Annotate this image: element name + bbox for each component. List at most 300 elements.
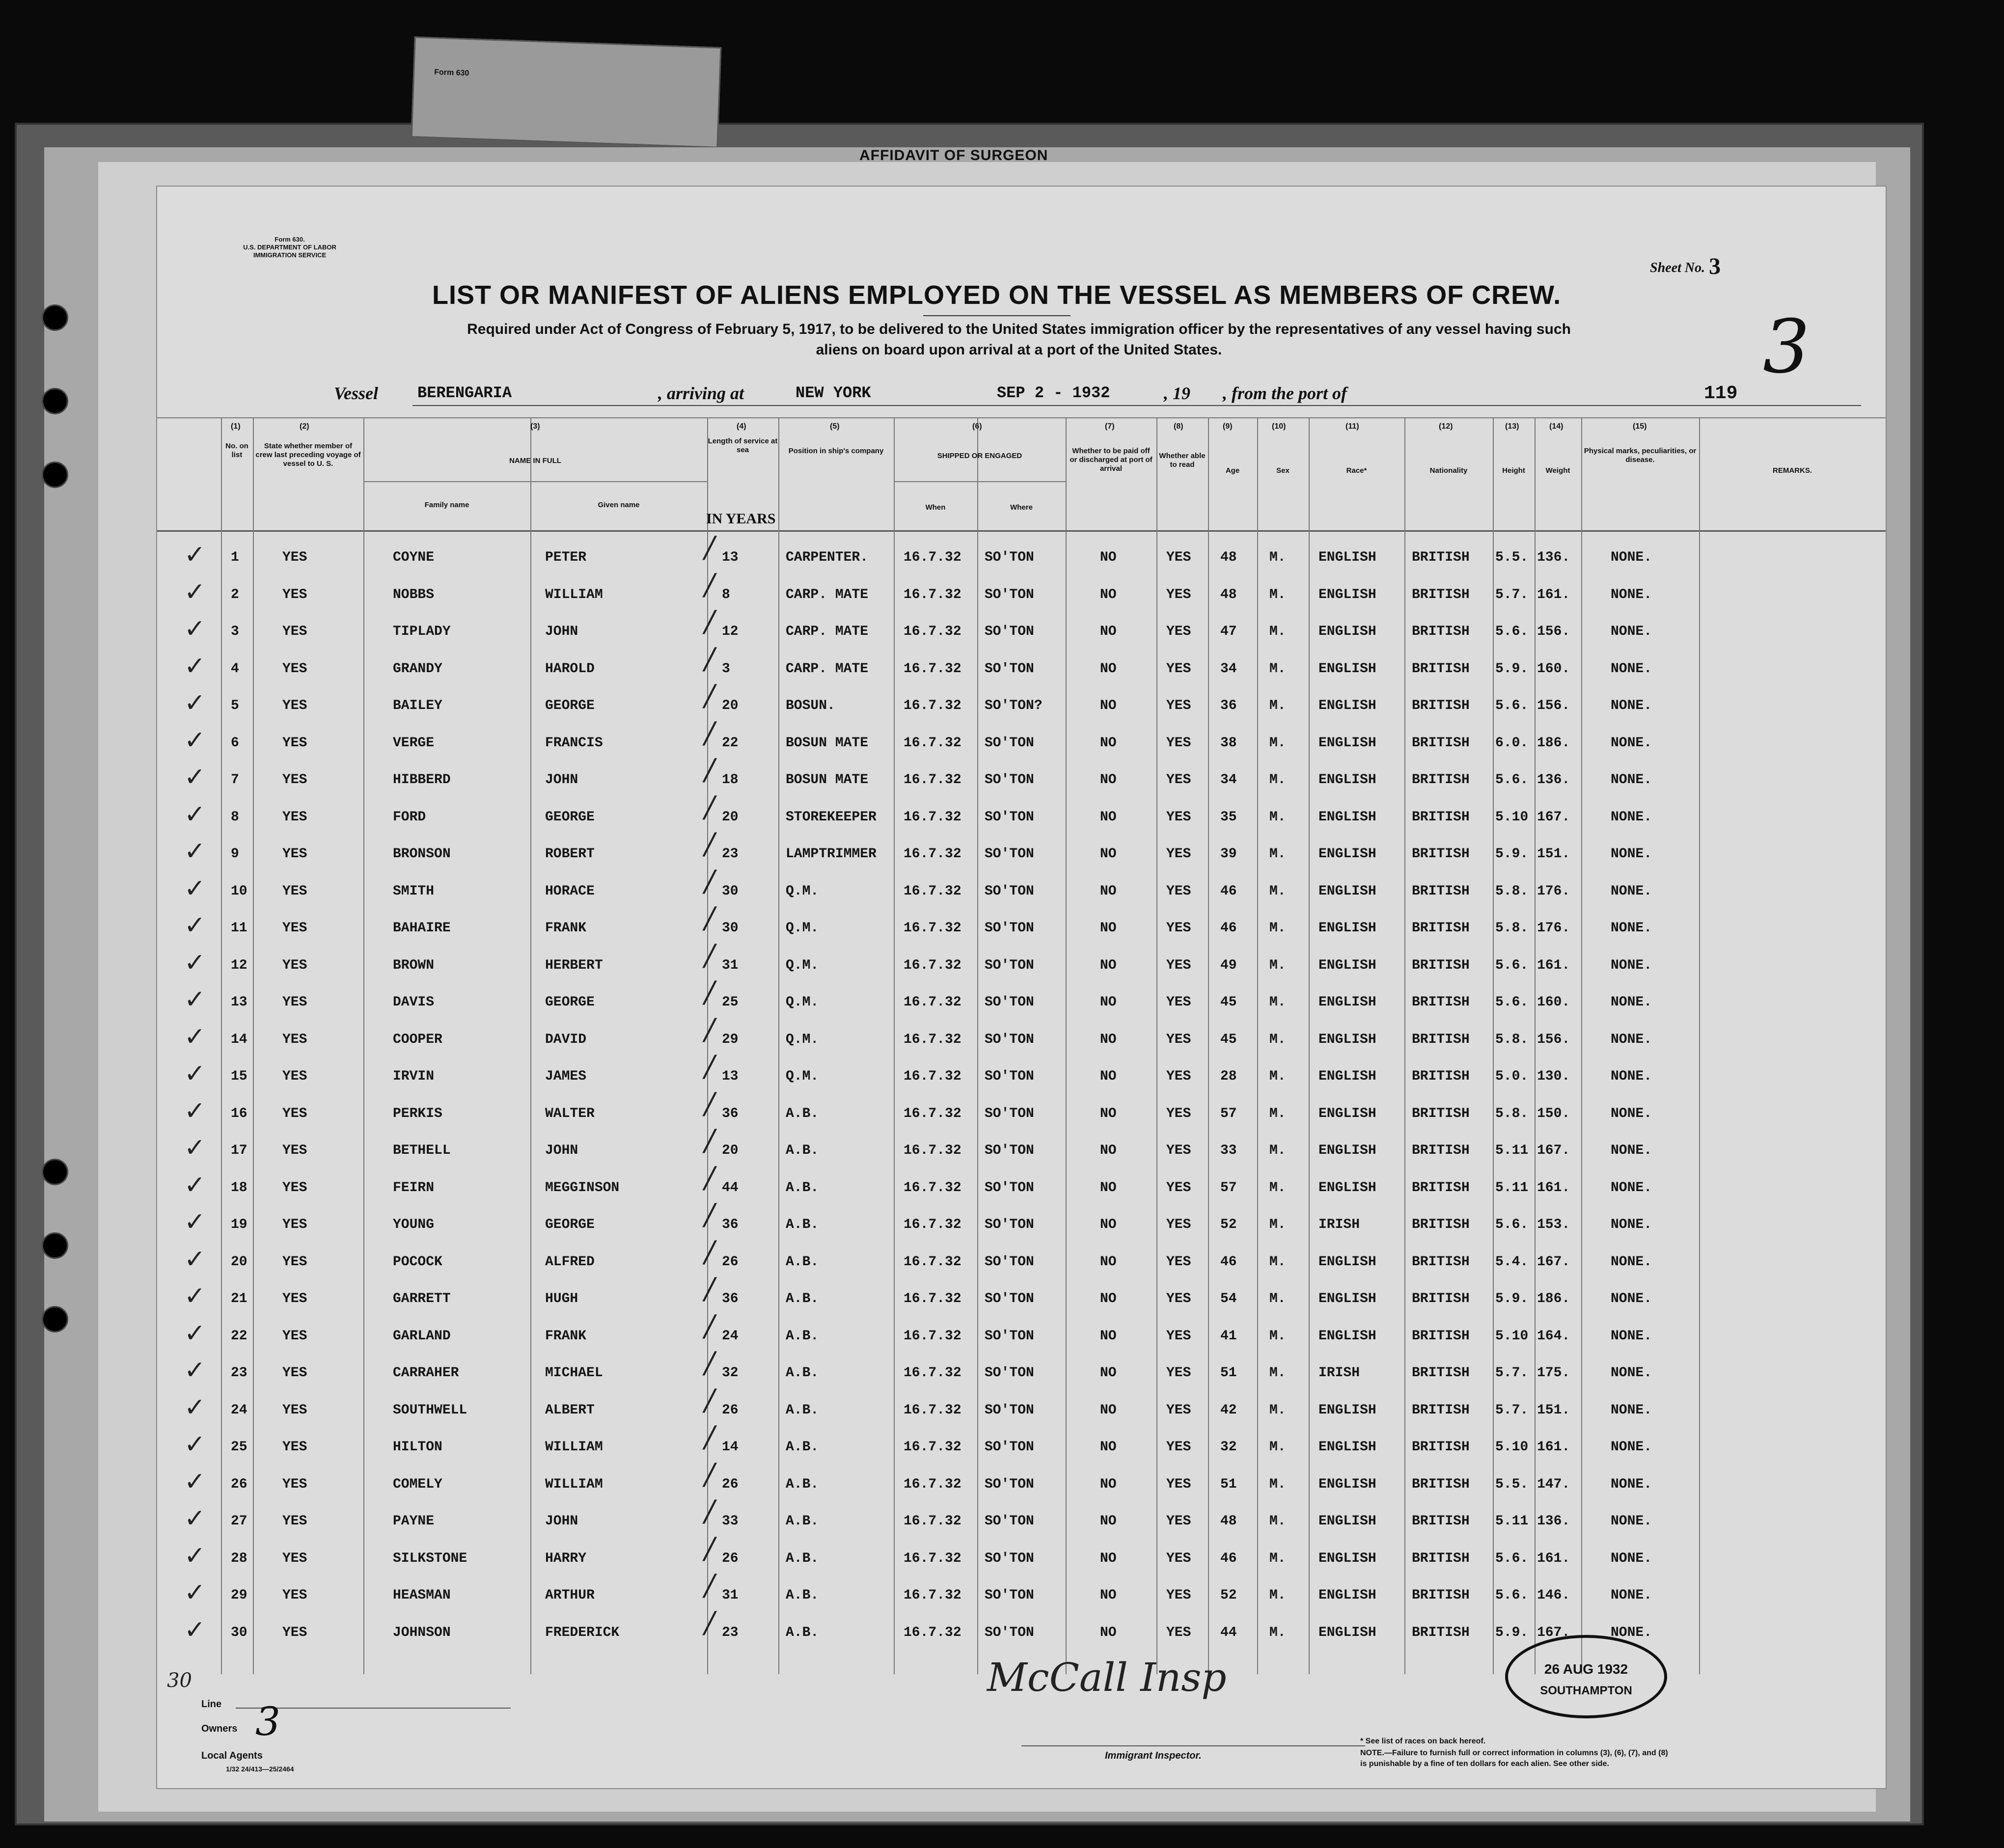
check-mark-icon: ✓ <box>184 651 206 681</box>
cell-position: Q.M. <box>786 883 819 899</box>
cell-last-voyage: YES <box>282 1476 307 1492</box>
cell-position: BOSUN. <box>786 698 835 713</box>
header-bottom-rule <box>157 530 1886 532</box>
punch-hole <box>42 1159 68 1185</box>
owners-value: 3 <box>255 1699 280 1744</box>
cell-paid-off: NO <box>1100 772 1117 788</box>
cell-age: 34 <box>1220 661 1237 677</box>
col-num: (8) <box>1174 422 1183 431</box>
cell-age: 34 <box>1220 772 1237 788</box>
cell-physical: NONE. <box>1611 1440 1652 1455</box>
cell-position: A.B. <box>786 1291 819 1306</box>
cell-length: 26 <box>722 1254 739 1270</box>
cell-age: 57 <box>1220 1180 1237 1196</box>
inspector-label: Immigrant Inspector. <box>1105 1750 1202 1761</box>
cell-given-name: JOHN <box>545 1143 578 1158</box>
head-sex: Sex <box>1276 466 1290 475</box>
cell-nationality: BRITISH <box>1412 772 1470 788</box>
check-mark-icon: ✓ <box>184 688 206 718</box>
cell-weight: 164. <box>1537 1328 1570 1344</box>
cell-nationality: BRITISH <box>1412 1514 1470 1529</box>
cell-able-to-read: YES <box>1166 1365 1191 1381</box>
from-port-label: , from the port of <box>1223 383 1347 403</box>
cell-family-name: DAVIS <box>393 995 435 1010</box>
cell-age: 46 <box>1220 1254 1237 1270</box>
inspector-signature: McCall Insp <box>987 1655 1227 1700</box>
cell-height: 5.6. <box>1495 995 1529 1010</box>
cell-length: 3 <box>722 661 730 677</box>
cell-no: 28 <box>231 1550 247 1566</box>
cell-given-name: JAMES <box>545 1069 587 1084</box>
cell-height: 5.10 <box>1495 1328 1529 1344</box>
cell-paid-off: NO <box>1100 1476 1117 1492</box>
check-mark-icon: ✓ <box>184 1430 206 1459</box>
cell-nationality: BRITISH <box>1412 1254 1470 1270</box>
check-mark-icon: ✓ <box>184 577 206 607</box>
cell-given-name: ROBERT <box>545 846 595 862</box>
cell-sex: M. <box>1269 1180 1286 1196</box>
cell-sex: M. <box>1269 883 1286 899</box>
cell-physical: NONE. <box>1611 921 1652 936</box>
tally-mark-icon: / <box>705 1531 715 1566</box>
cell-nationality: BRITISH <box>1412 1291 1470 1306</box>
cell-physical: NONE. <box>1611 1217 1652 1232</box>
cell-weight: 156. <box>1537 624 1570 639</box>
cell-when: 16.7.32 <box>904 921 961 936</box>
cell-able-to-read: YES <box>1166 957 1191 973</box>
head-height: Height <box>1502 466 1525 475</box>
cell-given-name: HERBERT <box>545 957 603 973</box>
cell-able-to-read: YES <box>1166 1291 1191 1306</box>
cell-able-to-read: YES <box>1166 1217 1191 1232</box>
cell-where: SO'TON <box>985 846 1034 862</box>
cell-given-name: HORACE <box>545 883 595 899</box>
table-row <box>157 567 1886 620</box>
cell-when: 16.7.32 <box>904 995 961 1010</box>
cell-height: 5.8. <box>1495 921 1529 936</box>
cell-physical: NONE. <box>1611 772 1652 788</box>
cell-position: A.B. <box>786 1365 819 1381</box>
cell-last-voyage: YES <box>282 809 307 825</box>
cell-able-to-read: YES <box>1166 1625 1191 1640</box>
cell-given-name: WILLIAM <box>545 587 603 602</box>
table-row <box>157 975 1886 1027</box>
col-num: (2) <box>300 422 309 431</box>
cell-nationality: BRITISH <box>1412 883 1470 899</box>
name-subrule <box>363 481 707 482</box>
cell-position: A.B. <box>786 1476 819 1492</box>
table-row <box>157 530 1886 582</box>
page-title: LIST OR MANIFEST OF ALIENS EMPLOYED ON THE VESSEL AS MEMBERS OF CREW. <box>432 280 1562 310</box>
cell-able-to-read: YES <box>1166 1032 1191 1047</box>
cell-where: SO'TON <box>985 809 1034 825</box>
cell-position: STOREKEEPER <box>786 809 877 825</box>
cell-height: 5.5. <box>1495 550 1529 565</box>
cell-paid-off: NO <box>1100 1032 1117 1047</box>
cell-family-name: BAILEY <box>393 698 442 713</box>
cell-able-to-read: YES <box>1166 1143 1191 1158</box>
head-able-to-read: Whether able to read <box>1159 452 1206 469</box>
cell-position: Q.M. <box>786 957 819 973</box>
cell-physical: NONE. <box>1611 1514 1652 1529</box>
cell-sex: M. <box>1269 957 1286 973</box>
cell-weight: 175. <box>1537 1365 1570 1381</box>
subtitle-line-1: Required under Act of Congress of February 5, 1917, to be delivered to the United States immigration officer by the representatives of any vessel having such <box>467 321 1571 337</box>
cell-paid-off: NO <box>1100 1625 1117 1640</box>
cell-sex: M. <box>1269 1291 1286 1306</box>
tally-mark-icon: / <box>705 715 715 750</box>
tally-mark-icon: / <box>705 530 715 565</box>
cell-position: Q.M. <box>786 921 819 936</box>
cell-family-name: FORD <box>393 809 426 825</box>
cell-race: ENGLISH <box>1318 698 1376 713</box>
cell-weight: 161. <box>1537 957 1570 973</box>
cell-last-voyage: YES <box>282 1254 307 1270</box>
cell-length: 26 <box>722 1476 739 1492</box>
check-mark-icon: ✓ <box>184 1096 206 1126</box>
cell-sex: M. <box>1269 550 1286 565</box>
cell-given-name: GEORGE <box>545 698 595 713</box>
cell-able-to-read: YES <box>1166 624 1191 639</box>
cell-paid-off: NO <box>1100 1588 1117 1603</box>
cell-physical: NONE. <box>1611 1143 1652 1158</box>
cell-when: 16.7.32 <box>904 1143 961 1158</box>
arrival-date: SEP 2 - 1932 <box>997 384 1110 402</box>
stamp-place: SOUTHAMPTON <box>1540 1684 1632 1697</box>
cell-where: SO'TON <box>985 1476 1034 1492</box>
fine-note-2: is punishable by a fine of ten dollars for each alien. See other side. <box>1360 1760 1609 1768</box>
cell-length: 13 <box>722 1069 739 1084</box>
cell-no: 7 <box>231 772 239 788</box>
cell-sex: M. <box>1269 1328 1286 1344</box>
cell-height: 5.6. <box>1495 1550 1529 1566</box>
cell-given-name: MEGGINSON <box>545 1180 620 1196</box>
cell-length: 22 <box>722 735 739 751</box>
cell-able-to-read: YES <box>1166 1328 1191 1344</box>
col-num: (5) <box>830 422 840 431</box>
table-row <box>157 1568 1886 1620</box>
cell-sex: M. <box>1269 735 1286 751</box>
cell-weight: 130. <box>1537 1069 1570 1084</box>
head-no-on-list: No. on list <box>225 442 248 459</box>
cell-no: 8 <box>231 809 239 825</box>
cell-paid-off: NO <box>1100 1328 1117 1344</box>
cell-when: 16.7.32 <box>904 1476 961 1492</box>
check-mark-icon: ✓ <box>184 1170 206 1200</box>
punch-hole <box>42 388 68 414</box>
col-num: (4) <box>737 422 746 431</box>
cell-weight: 151. <box>1537 1402 1570 1418</box>
cell-height: 5.6. <box>1495 772 1529 788</box>
col-num: (3) <box>530 422 540 431</box>
col-num: (13) <box>1505 422 1519 431</box>
cell-able-to-read: YES <box>1166 883 1191 899</box>
date-stamp <box>1505 1635 1667 1718</box>
cell-nationality: BRITISH <box>1412 1032 1470 1047</box>
cell-race: IRISH <box>1318 1217 1360 1232</box>
cell-family-name: CARRAHER <box>393 1365 459 1381</box>
cell-height: 5.7. <box>1495 1365 1529 1381</box>
cell-when: 16.7.32 <box>904 624 961 639</box>
col-num: (9) <box>1223 422 1233 431</box>
cell-last-voyage: YES <box>282 846 307 862</box>
cell-where: SO'TON <box>985 1032 1034 1047</box>
cell-physical: NONE. <box>1611 1402 1652 1418</box>
cell-race: ENGLISH <box>1318 1440 1376 1455</box>
cell-age: 33 <box>1220 1143 1237 1158</box>
cell-paid-off: NO <box>1100 883 1117 899</box>
cell-nationality: BRITISH <box>1412 995 1470 1010</box>
col-num: (10) <box>1272 422 1286 431</box>
cell-family-name: SILKSTONE <box>393 1550 467 1566</box>
cell-age: 36 <box>1220 698 1237 713</box>
cell-position: A.B. <box>786 1625 819 1640</box>
cell-no: 11 <box>231 921 247 936</box>
cell-when: 16.7.32 <box>904 1032 961 1047</box>
cell-no: 10 <box>231 883 247 899</box>
cell-where: SO'TON <box>985 1254 1034 1270</box>
cell-paid-off: NO <box>1100 1291 1117 1306</box>
cell-last-voyage: YES <box>282 957 307 973</box>
cell-race: ENGLISH <box>1318 587 1376 602</box>
cell-sex: M. <box>1269 698 1286 713</box>
cell-physical: NONE. <box>1611 1032 1652 1047</box>
check-mark-icon: ✓ <box>184 985 206 1014</box>
cell-nationality: BRITISH <box>1412 1588 1470 1603</box>
cell-position: CARP. MATE <box>786 661 869 677</box>
cell-age: 48 <box>1220 1514 1237 1529</box>
cell-race: ENGLISH <box>1318 1328 1376 1344</box>
table-row <box>157 1086 1886 1139</box>
cell-position: BOSUN MATE <box>786 772 869 788</box>
tally-mark-icon: / <box>705 1197 715 1232</box>
form-code: 1/32 24/413—25/2464 <box>226 1765 294 1773</box>
cell-height: 5.6. <box>1495 957 1529 973</box>
cell-weight: 161. <box>1537 1180 1570 1196</box>
cell-sex: M. <box>1269 1069 1286 1084</box>
cell-physical: NONE. <box>1611 698 1652 713</box>
check-mark-icon: ✓ <box>184 1244 206 1274</box>
head-position: Position in ship's company <box>788 447 884 455</box>
table-row <box>157 789 1886 842</box>
vessel-name: BERENGARIA <box>417 384 512 402</box>
cell-height: 5.10 <box>1495 809 1529 825</box>
cell-physical: NONE. <box>1611 661 1652 677</box>
cell-race: ENGLISH <box>1318 550 1376 565</box>
cell-paid-off: NO <box>1100 921 1117 936</box>
subtitle-line-2: aliens on board upon arrival at a port of the United States. <box>816 342 1222 358</box>
cell-when: 16.7.32 <box>904 846 961 862</box>
cell-given-name: ALBERT <box>545 1402 595 1418</box>
cell-last-voyage: YES <box>282 624 307 639</box>
cell-family-name: NOBBS <box>393 587 435 602</box>
cell-when: 16.7.32 <box>904 772 961 788</box>
cell-age: 35 <box>1220 809 1237 825</box>
cell-paid-off: NO <box>1100 995 1117 1010</box>
cell-position: A.B. <box>786 1402 819 1418</box>
cell-able-to-read: YES <box>1166 995 1191 1010</box>
cell-length: 20 <box>722 698 739 713</box>
cell-last-voyage: YES <box>282 1365 307 1381</box>
cell-where: SO'TON <box>985 921 1034 936</box>
tally-mark-icon: / <box>705 1383 715 1417</box>
cell-paid-off: NO <box>1100 1180 1117 1196</box>
cell-when: 16.7.32 <box>904 550 961 565</box>
cell-physical: NONE. <box>1611 550 1652 565</box>
cell-given-name: HUGH <box>545 1291 578 1306</box>
cell-height: 5.8. <box>1495 883 1529 899</box>
cell-able-to-read: YES <box>1166 1550 1191 1566</box>
cell-given-name: FREDERICK <box>545 1625 620 1640</box>
cell-age: 32 <box>1220 1440 1237 1455</box>
cell-last-voyage: YES <box>282 772 307 788</box>
cell-where: SO'TON <box>985 1550 1034 1566</box>
cell-no: 24 <box>231 1402 247 1418</box>
cell-race: ENGLISH <box>1318 846 1376 862</box>
owners-label: Owners <box>201 1723 238 1734</box>
cell-where: SO'TON <box>985 550 1034 565</box>
cell-nationality: BRITISH <box>1412 1143 1470 1158</box>
tally-mark-icon: / <box>705 1086 715 1121</box>
cell-sex: M. <box>1269 1254 1286 1270</box>
table-row <box>157 1160 1886 1213</box>
cell-able-to-read: YES <box>1166 661 1191 677</box>
cell-nationality: BRITISH <box>1412 1440 1470 1455</box>
table-row <box>157 864 1886 916</box>
cell-length: 36 <box>722 1106 739 1121</box>
cell-height: 5.9. <box>1495 846 1529 862</box>
form-header <box>201 236 378 259</box>
cell-able-to-read: YES <box>1166 698 1191 713</box>
cell-when: 16.7.32 <box>904 1514 961 1529</box>
col-num: (15) <box>1633 422 1647 431</box>
cell-family-name: HIBBERD <box>393 772 451 788</box>
cell-age: 45 <box>1220 995 1237 1010</box>
cell-weight: 161. <box>1537 587 1570 602</box>
cell-no: 20 <box>231 1254 247 1270</box>
cell-age: 42 <box>1220 1402 1237 1418</box>
cell-race: ENGLISH <box>1318 1106 1376 1121</box>
cell-position: A.B. <box>786 1514 819 1529</box>
cell-paid-off: NO <box>1100 698 1117 713</box>
cell-sex: M. <box>1269 1217 1286 1232</box>
cell-height: 5.6. <box>1495 624 1529 639</box>
cell-last-voyage: YES <box>282 550 307 565</box>
in-years-label: IN YEARS <box>706 511 776 527</box>
cell-age: 48 <box>1220 587 1237 602</box>
cell-physical: NONE. <box>1611 1550 1652 1566</box>
check-mark-icon: ✓ <box>184 725 206 755</box>
punch-hole <box>42 304 68 331</box>
service: IMMIGRATION SERVICE <box>253 251 327 259</box>
cell-given-name: JOHN <box>545 1514 578 1529</box>
cell-paid-off: NO <box>1100 624 1117 639</box>
cell-last-voyage: YES <box>282 921 307 936</box>
table-row <box>157 1197 1886 1250</box>
cell-no: 14 <box>231 1032 247 1047</box>
cell-nationality: BRITISH <box>1412 957 1470 973</box>
cell-weight: 150. <box>1537 1106 1570 1121</box>
cell-where: SO'TON <box>985 772 1034 788</box>
tally-mark-icon: / <box>705 1234 715 1269</box>
table-row <box>157 715 1886 768</box>
cell-height: 5.9. <box>1495 1291 1529 1306</box>
sheet-number: 3 <box>1709 253 1721 279</box>
cell-no: 9 <box>231 846 239 862</box>
cell-age: 38 <box>1220 735 1237 751</box>
cell-weight: 176. <box>1537 883 1570 899</box>
cell-position: A.B. <box>786 1106 819 1121</box>
cell-last-voyage: YES <box>282 1550 307 1566</box>
cell-given-name: ARTHUR <box>545 1588 595 1603</box>
head-length: Length of service at sea <box>708 437 778 454</box>
cell-race: ENGLISH <box>1318 772 1376 788</box>
cell-weight: 136. <box>1537 1514 1570 1529</box>
cell-given-name: FRANK <box>545 1328 587 1344</box>
cell-height: 5.11 <box>1495 1514 1529 1529</box>
cell-family-name: PAYNE <box>393 1514 435 1529</box>
cell-weight: 156. <box>1537 698 1570 713</box>
cell-where: SO'TON <box>985 995 1034 1010</box>
table-row <box>157 901 1886 953</box>
cell-weight: 153. <box>1537 1217 1570 1232</box>
cell-length: 20 <box>722 1143 739 1158</box>
cell-no: 1 <box>231 550 239 565</box>
cell-length: 30 <box>722 883 739 899</box>
cell-position: A.B. <box>786 1143 819 1158</box>
cell-weight: 160. <box>1537 661 1570 677</box>
cell-length: 30 <box>722 921 739 936</box>
cell-nationality: BRITISH <box>1412 1550 1470 1566</box>
cell-height: 5.10 <box>1495 1440 1529 1455</box>
cell-sex: M. <box>1269 921 1286 936</box>
table-row <box>157 1308 1886 1361</box>
cell-race: ENGLISH <box>1318 1402 1376 1418</box>
cell-age: 46 <box>1220 1550 1237 1566</box>
cell-paid-off: NO <box>1100 1365 1117 1381</box>
cell-able-to-read: YES <box>1166 1588 1191 1603</box>
cell-nationality: BRITISH <box>1412 1069 1470 1084</box>
cell-given-name: WILLIAM <box>545 1476 603 1492</box>
cell-nationality: BRITISH <box>1412 1217 1470 1232</box>
cell-physical: NONE. <box>1611 1106 1652 1121</box>
cell-height: 5.4. <box>1495 1254 1529 1270</box>
cell-where: SO'TON <box>985 957 1034 973</box>
cell-where: SO'TON <box>985 1328 1034 1344</box>
cell-age: 52 <box>1220 1588 1237 1603</box>
tally-mark-icon: / <box>705 864 715 898</box>
cell-length: 29 <box>722 1032 739 1047</box>
cell-given-name: WILLIAM <box>545 1440 603 1455</box>
cell-length: 33 <box>722 1514 739 1529</box>
cell-when: 16.7.32 <box>904 1550 961 1566</box>
cell-race: ENGLISH <box>1318 1588 1376 1603</box>
cell-weight: 136. <box>1537 550 1570 565</box>
cell-when: 16.7.32 <box>904 1365 961 1381</box>
cell-paid-off: NO <box>1100 661 1117 677</box>
page-number: 119 <box>1704 383 1738 404</box>
cell-sex: M. <box>1269 1402 1286 1418</box>
cell-physical: NONE. <box>1611 735 1652 751</box>
cell-age: 44 <box>1220 1625 1237 1640</box>
cell-family-name: BRONSON <box>393 846 451 862</box>
head-remarks: REMARKS. <box>1772 466 1812 475</box>
check-mark-icon: ✓ <box>184 1504 206 1533</box>
head-given-name: Given name <box>598 501 640 509</box>
punch-hole <box>42 1232 68 1259</box>
cell-height: 5.8. <box>1495 1032 1529 1047</box>
cell-where: SO'TON <box>985 1217 1034 1232</box>
